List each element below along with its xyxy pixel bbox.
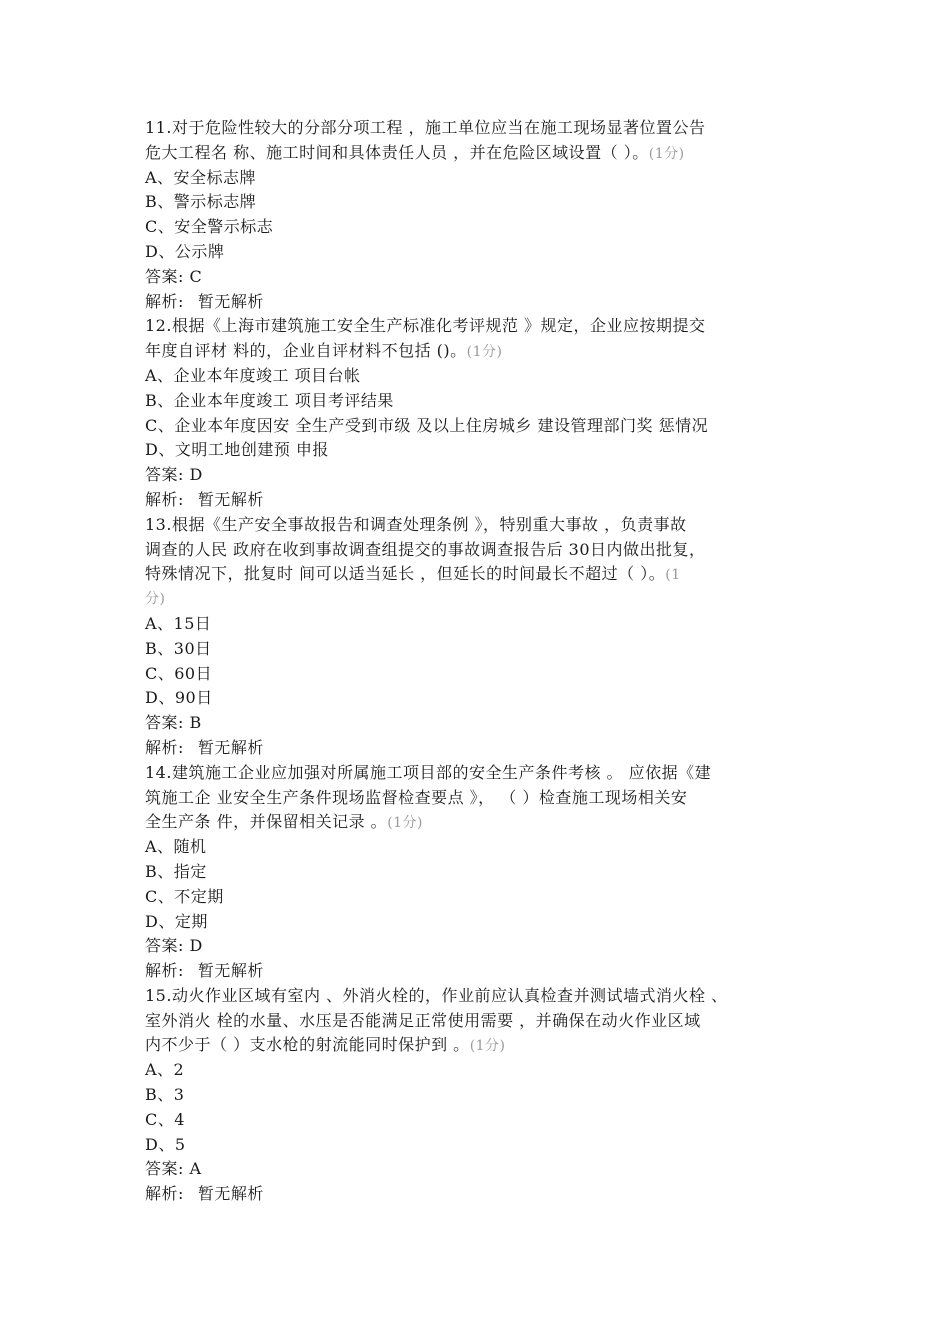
question-12 (145, 314, 815, 512)
analysis: 解析: 暂无解析 (145, 961, 264, 981)
option-d: D、公示牌 (145, 241, 225, 261)
option-a: A、安全标志牌 (145, 167, 257, 187)
question-stem-line: 筑施工企 业安全生产条件现场监督检查要点 》， （ ）检查施工现场相关安 (145, 787, 688, 807)
question-15 (145, 984, 815, 1207)
question-stem-line: 12.根据《上海市建筑施工安全生产标准化考评规范 》规定，企业应按期提交 (145, 316, 706, 336)
question-stem-line: 14.建筑施工企业应加强对所属施工项目部的安全生产条件考核 。 应依据《建 (145, 762, 712, 782)
option-a: A、2 (145, 1060, 185, 1080)
option-c: C、60日 (145, 663, 213, 683)
option-b: B、指定 (145, 861, 207, 881)
question-score: (1分) (466, 344, 503, 361)
analysis: 解析: 暂无解析 (145, 291, 264, 311)
question-stem-line: 年度自评材 料的，企业自评材料不包括 ()。(1分) (145, 341, 503, 361)
analysis: 解析: 暂无解析 (145, 737, 264, 757)
question-14 (145, 761, 815, 984)
question-score: (1分) (469, 1038, 506, 1055)
question-stem-line: 特殊情况下，批复时 间可以适当延长 ，但延长的时间最长不超过（ ）。(1 (145, 564, 681, 584)
question-stem-line: 危大工程名 称、施工时间和具体责任人员 ，并在危险区域设置（ ）。(1分) (145, 142, 685, 162)
option-d: D、文明工地创建预 申报 (145, 440, 329, 460)
option-b: B、企业本年度竣工 项目考评结果 (145, 390, 394, 410)
question-stem-line: 13.根据《生产安全事故报告和调查处理条例 》，特别重大事故 ，负责事故 (145, 514, 687, 534)
question-score: (1 (665, 567, 681, 584)
option-d: D、定期 (145, 911, 208, 931)
option-b: B、30日 (145, 638, 212, 658)
option-c: C、企业本年度因安 全生产受到市级 及以上住房城乡 建设管理部门奖 惩情况 (145, 415, 709, 435)
analysis: 解析: 暂无解析 (145, 489, 264, 509)
document-page (145, 116, 815, 1207)
answer: 答案: D (145, 936, 203, 956)
question-stem-line: 全生产条 件，并保留相关记录 。(1分) (145, 812, 424, 832)
answer: 答案: C (145, 266, 203, 286)
question-13 (145, 513, 815, 761)
option-a: A、15日 (145, 613, 212, 633)
answer: 答案: D (145, 465, 203, 485)
option-c: C、4 (145, 1109, 185, 1129)
question-stem-line: 15.动火作业区域有室内 、外消火栓的，作业前应认真检查并测试墙式消火栓 、 (145, 985, 728, 1005)
question-score: (1分) (387, 815, 424, 832)
option-a: A、企业本年度竣工 项目台帐 (145, 365, 361, 385)
question-11 (145, 116, 815, 314)
option-b: B、警示标志牌 (145, 192, 257, 212)
analysis: 解析: 暂无解析 (145, 1184, 264, 1204)
option-b: B、3 (145, 1085, 185, 1105)
answer: 答案: B (145, 713, 202, 733)
question-stem-line: 11.对于危险性较大的分部分项工程 ，施工单位应当在施工现场显著位置公告 (145, 118, 706, 137)
question-stem-line: 室外消火 栓的水量、水压是否能满足正常使用需要 ，并确保在动火作业区域 (145, 1010, 701, 1030)
option-c: C、安全警示标志 (145, 217, 274, 237)
question-score-continued: 分) (145, 591, 166, 608)
option-d: D、5 (145, 1134, 186, 1154)
option-a: A、随机 (145, 837, 207, 857)
question-stem-line: 调查的人民 政府在收到事故调查组提交的事故调查报告后 30日内做出批复， (145, 539, 706, 559)
answer: 答案: A (145, 1159, 202, 1179)
question-stem-line: 内不少于（ ）支水枪的射流能同时保护到 。(1分) (145, 1035, 506, 1055)
question-score: (1分) (648, 145, 685, 162)
option-c: C、不定期 (145, 886, 224, 906)
option-d: D、90日 (145, 688, 213, 708)
